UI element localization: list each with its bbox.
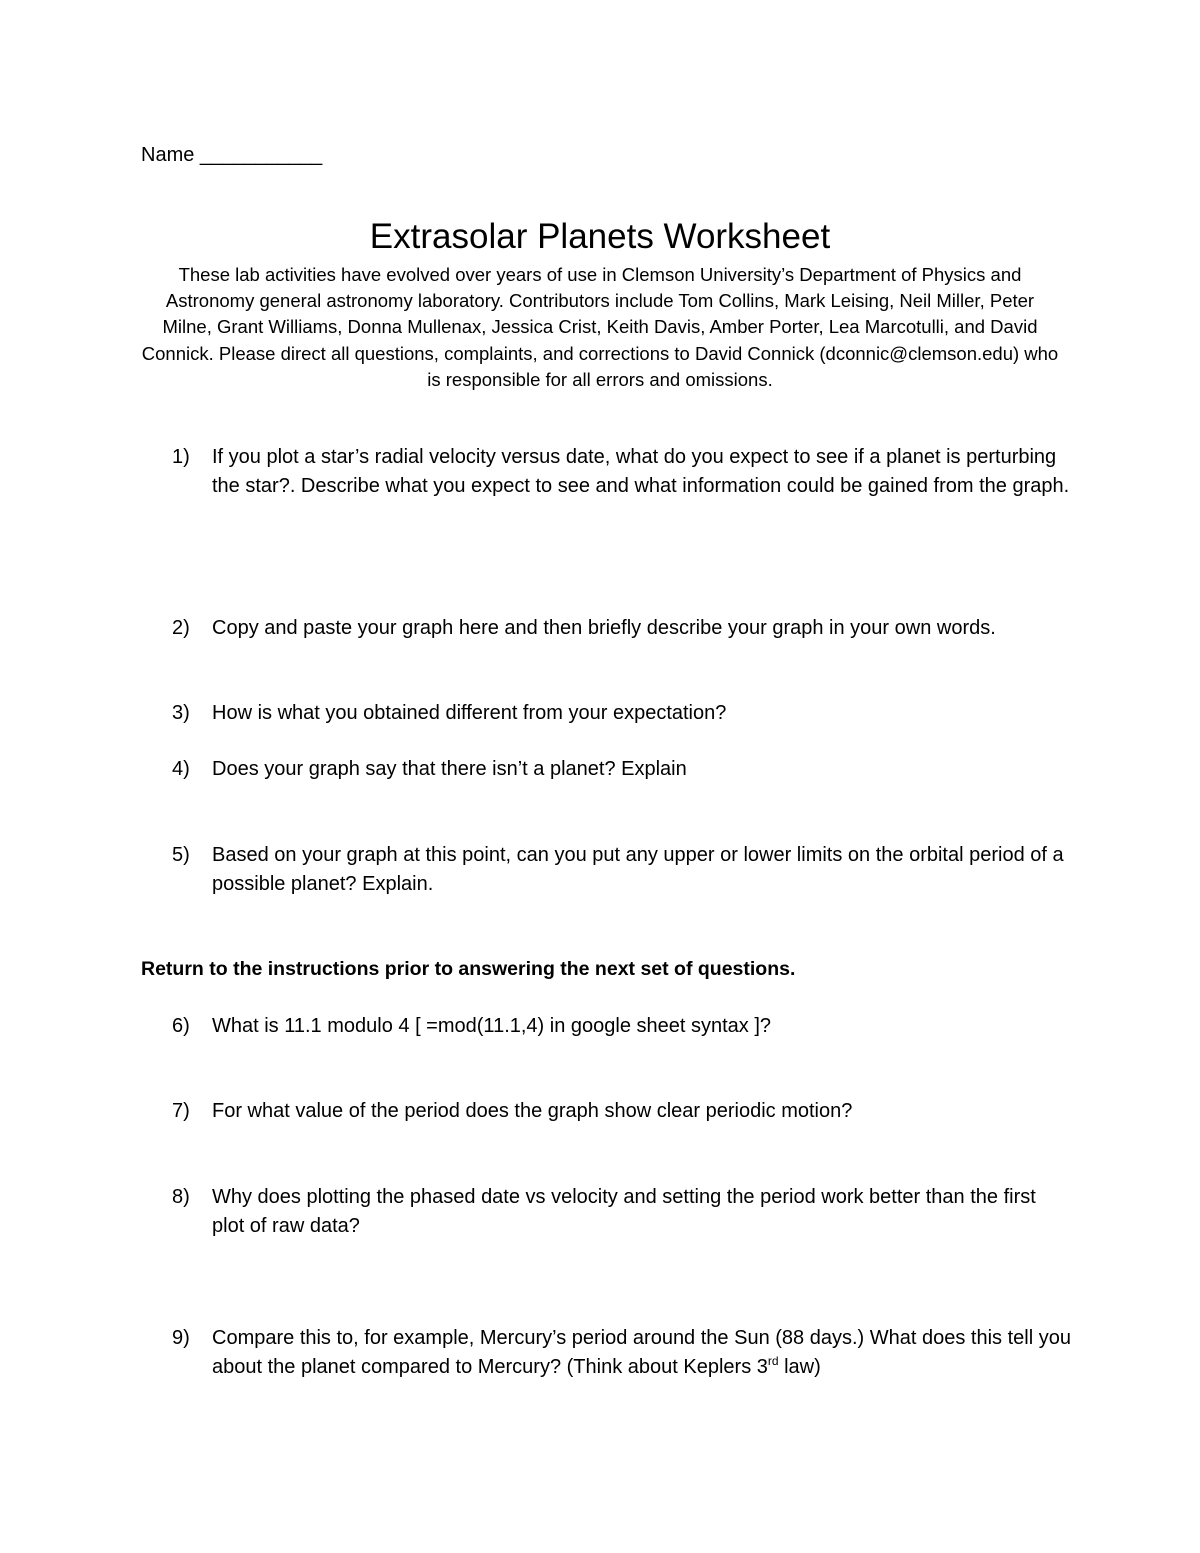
question-text: Copy and paste your graph here and then briefly describe your graph in your own words. [212, 617, 996, 639]
name-field-label: Name ___________ [141, 144, 323, 166]
question-number: 9) [172, 1327, 190, 1349]
question-6 [172, 1012, 1072, 1041]
section-heading: Return to the instructions prior to answering the next set of questions. [141, 958, 796, 980]
question-text: How is what you obtained different from your expectation? [212, 702, 727, 724]
page-title: Extrasolar Planets Worksheet [369, 217, 831, 256]
question-3 [172, 699, 1072, 728]
question-text: Based on your graph at this point, can you put any upper or lower limits on the orbital period of a possible planet? Explain. [212, 844, 1064, 895]
question-text: Why does plotting the phased date vs velocity and setting the period work better than the first plot of raw data? [212, 1186, 1036, 1237]
question-number: 6) [172, 1015, 190, 1037]
question-1 [172, 443, 1072, 500]
question-number: 7) [172, 1100, 190, 1122]
question-number: 5) [172, 844, 190, 866]
question-text: Does your graph say that there isn’t a planet? Explain [212, 758, 687, 780]
question-2 [172, 614, 1072, 643]
question-9 [172, 1324, 1072, 1381]
question-text: If you plot a star’s radial velocity versus date, what do you expect to see if a planet is perturbing the star?. Describe what you expect to see and what information could be gained from the graph. [212, 446, 1070, 497]
question-text: What is 11.1 modulo 4 [ =mod(11.1,4) in google sheet syntax ]? [212, 1015, 772, 1037]
question-text-main: Compare this to, for example, Mercury’s period around the Sun (88 days.) What does this tell you about the planet compared to Mercury? (Think about Keplers 3 [212, 1327, 1071, 1378]
question-text: For what value of the period does the graph show clear periodic motion? [212, 1100, 853, 1122]
question-5 [172, 841, 1072, 898]
question-number: 1) [172, 446, 190, 468]
question-4 [172, 755, 1072, 784]
question-8 [172, 1183, 1072, 1240]
question-number: 3) [172, 702, 190, 724]
question-number: 2) [172, 617, 190, 639]
credits-paragraph: These lab activities have evolved over years of use in Clemson University’s Department of Physics and Astronomy general astronomy laboratory. Contributors include Tom Collins, Mark Leising, Neil Miller, Peter Milne, Grant Williams, Donna Mullenax, Jessica Crist, Keith Davis, Amber Porter, Lea Marcotulli, and David Connick. Please direct all questions, complaints, and corrections to David Connick (dconnic@clemson.edu) who is responsible for all errors and omissions. [141, 264, 1059, 390]
question-7 [172, 1097, 1072, 1126]
question-text-end: law) [778, 1355, 821, 1378]
question-number: 4) [172, 758, 190, 780]
ordinal-superscript: rd [767, 1353, 779, 1368]
question-number: 8) [172, 1186, 190, 1208]
question-text [212, 1324, 1072, 1381]
